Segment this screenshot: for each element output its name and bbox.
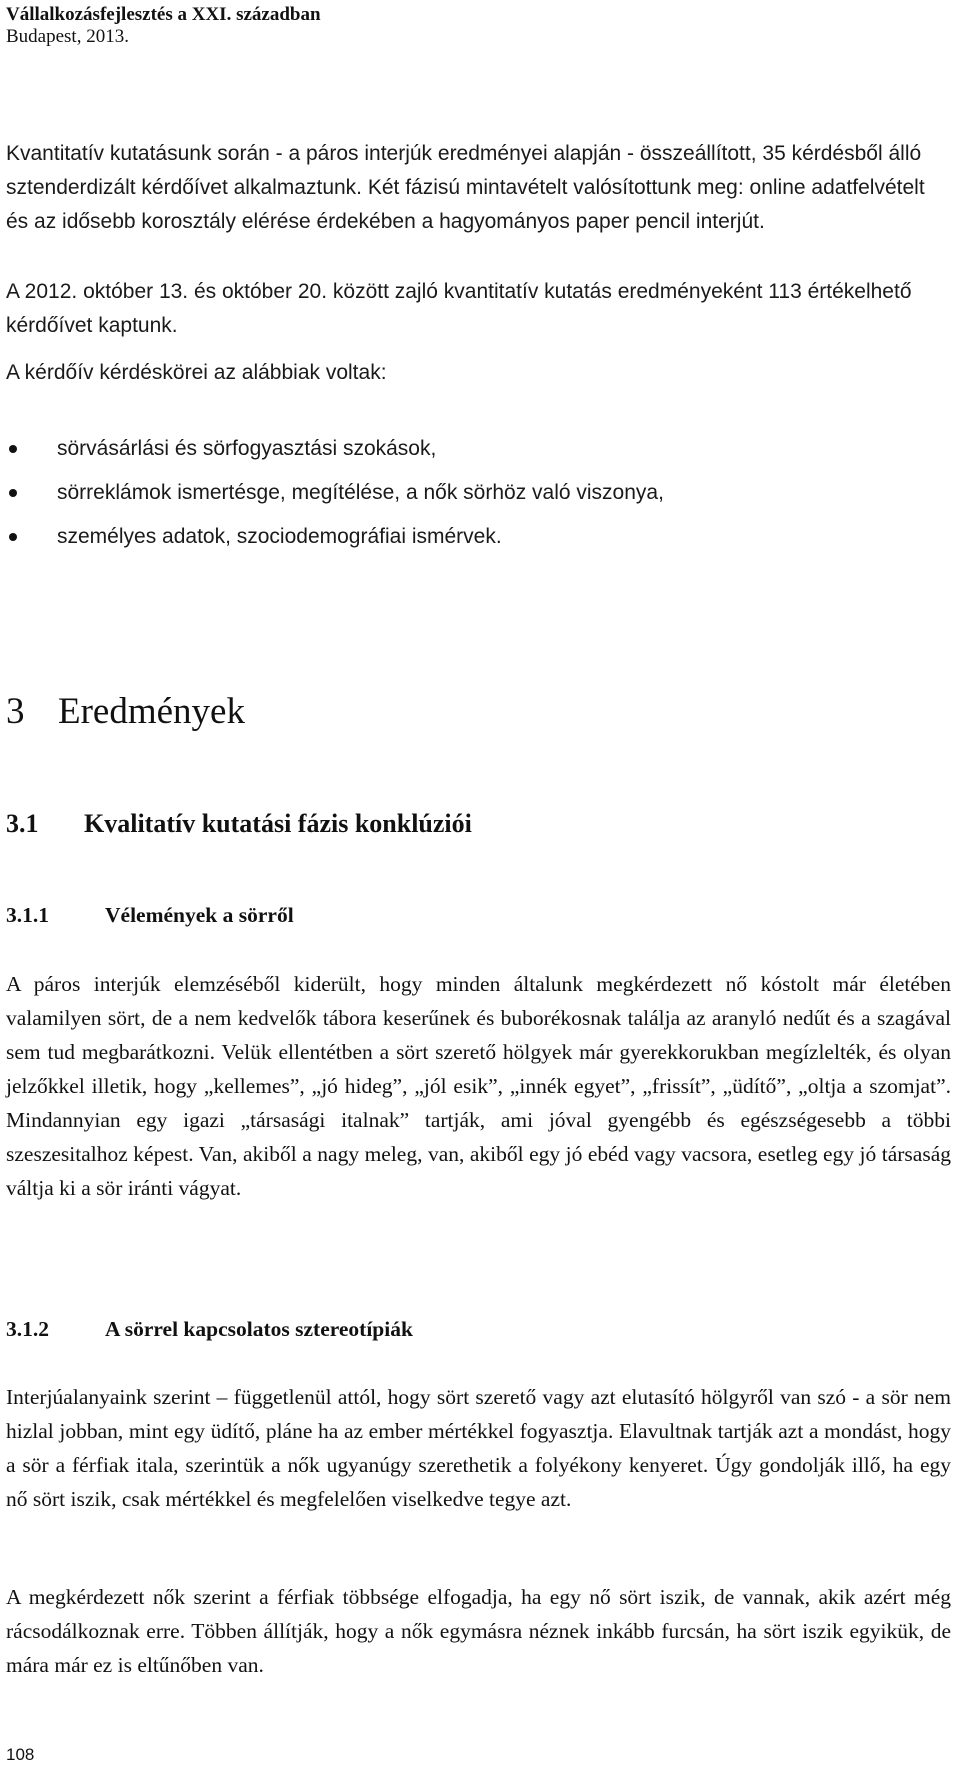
- section-title: A sörrel kapcsolatos sztereotípiák: [105, 1317, 413, 1341]
- section-heading-3: [6, 690, 245, 734]
- section-heading-3-1: [6, 808, 472, 840]
- running-header: [6, 4, 606, 48]
- list-item: [6, 476, 936, 520]
- section-heading-3-1-1: [6, 900, 294, 930]
- header-title: Vállalkozásfejlesztés a XXI. században: [6, 4, 321, 25]
- section-number: 3: [6, 691, 25, 732]
- paragraph-methodology: Kvantitatív kutatásunk során - a páros interjúk eredményei alapján - összeállított, 35 kérdésből álló sztenderdizált kérdőívet alkalmaztunk. Két fázisú mintavételt valósítottunk meg: online adatfelvételt és az idősebb korosztály elérése érdekében a hagyományos paper pencil interjút.: [6, 142, 925, 233]
- paragraph-stereotypes-2: A megkérdezett nők szerint a férfiak többsége elfogadja, ha egy nő sört iszik, de vannak, akik azért még rácsodálkoznak erre. Többen állítják, hogy a nők egymásra néznek inkább furcsán, ha sört iszik egyikük, de mára már ez is eltűnőben van.: [6, 1585, 951, 1677]
- section-heading-3-1-2: [6, 1314, 413, 1344]
- list-item-text: személyes adatok, szociodemográfiai ismérvek.: [57, 525, 502, 548]
- section-title: Vélemények a sörről: [105, 903, 294, 927]
- paragraph-sample: A 2012. október 13. és október 20. között zajló kvantitatív kutatás eredményeként 113 értékelhető kérdőívet kaptunk.: [6, 280, 912, 337]
- topics-bullet-list: [6, 432, 936, 564]
- paragraph-opinions: A páros interjúk elemzéséből kiderült, hogy minden általunk megkérdezett nő kóstolt már életében valamilyen sört, de a nem kedvelők tábora keserűnek és buborékosnak találja az aranyló nedűt és a szagával sem tud megbarátkozni. Velük ellentétben a sört szerető hölgyek már gyerekkorukban megízlelték, és olyan jelzőkkel illetik, hogy „kellemes”, „jó hideg”, „jól esik”, „innék egyet”, „frissít”, „üdítő”, „oltja a szomjat”. Mindannyian egy igazi „társasági italnak” tartják, ami jóval gyengébb és egészségesebb a többi szeszesitalhoz képest. Van, akiből a nagy meleg, van, akiből egy jó ebéd vagy vacsora, esetleg egy jó társaság váltja ki a sör iránti vágyat.: [6, 972, 951, 1200]
- page-number: 108: [6, 1745, 35, 1764]
- section-number: 3.1.1: [6, 903, 49, 927]
- section-title: Eredmények: [58, 691, 245, 732]
- bullet-icon: [9, 489, 17, 497]
- list-item-text: sörvásárlási és sörfogyasztási szokások,: [57, 437, 437, 460]
- list-item: [6, 432, 936, 476]
- bullet-icon: [9, 445, 17, 453]
- header-subtitle: Budapest, 2013.: [6, 26, 129, 47]
- list-item-text: sörreklámok ismertésge, megítélése, a nők sörhöz való viszonya,: [57, 481, 664, 504]
- paragraph-stereotypes-1: Interjúalanyaink szerint – függetlenül attól, hogy sört szerető vagy azt elutasító hölgyről van szó - a sör nem hizlal jobban, mint egy üdítő, pláne ha az ember mértékkel fogyasztja. Elavultnak tartják azt a mondást, hogy a sör a férfiak itala, szerintük a nők ugyanúgy szerethetik a folyékony kenyeret. Úgy gondolják illő, ha egy nő sört iszik, csak mértékkel és megfelelően viselkedve tegye azt.: [6, 1385, 951, 1511]
- bullet-icon: [9, 533, 17, 541]
- list-item: [6, 520, 936, 564]
- section-title: Kvalitatív kutatási fázis konklúziói: [84, 809, 472, 838]
- section-number: 3.1: [6, 809, 39, 838]
- paragraph-topics-intro: A kérdőív kérdéskörei az alábbiak voltak:: [6, 361, 387, 384]
- section-number: 3.1.2: [6, 1317, 49, 1341]
